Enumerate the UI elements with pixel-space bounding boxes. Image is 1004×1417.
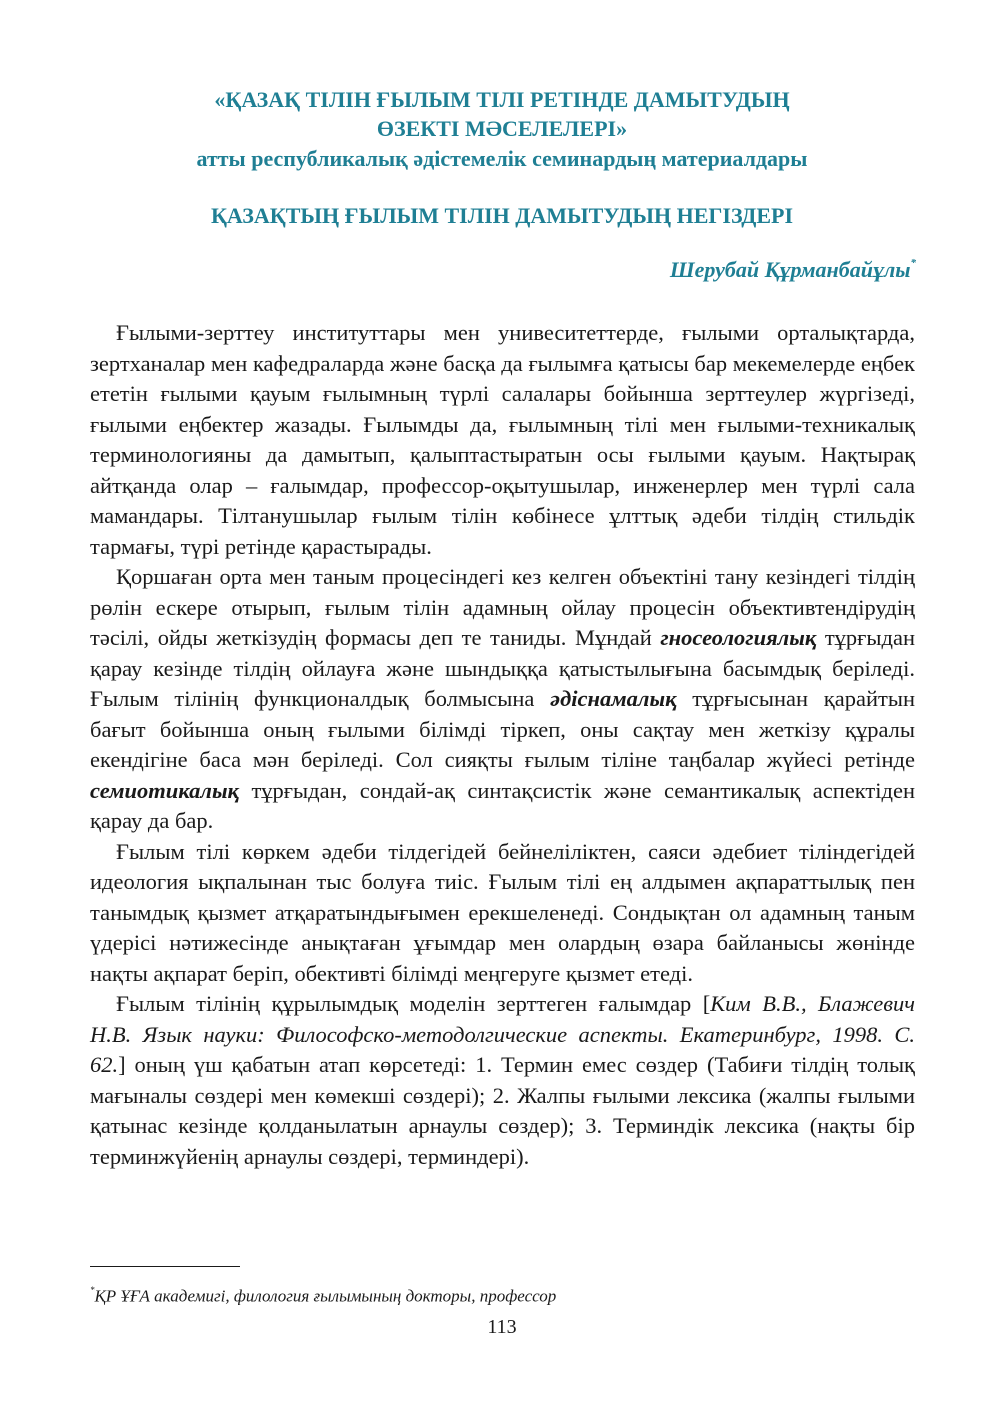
paragraph-2: [90, 562, 915, 837]
paragraph-4-text-b: ] оның үш қабатын атап көрсетеді: 1. Термин емес сөздер (Табиғи тілдің толық мағыналы сөздері мен көмекші сөздері); 2. Жалпы ғылыми лексика (жалпы ғылыми қатынас кезінде қолданылатын арнаулы сөздер); 3. Терминдік лексика (нақты бір терминжүйенің арнаулы сөздері, терминдері).: [90, 1052, 915, 1169]
term-gnoseological: гносеологиялық: [660, 625, 817, 650]
footnote-mark: *: [90, 1285, 95, 1295]
paragraph-1: Ғылыми-зерттеу институттары мен унивеситеттерде, ғылыми орталықтарда, зертханалар мен кафедраларда және басқа да ғылымға қатысы бар мекемелерде еңбек ететін ғылыми қауым ғылымның түрлі салалары бойынша зерттеулер жүргізеді, ғылыми еңбектер жазады. Ғылымды да, ғылымның тілі мен ғылыми-техникалық терминологияны да дамытып, қалыптастыратын осы ғылыми қауым. Нақтырақ айтқанда олар – ғалымдар, профессор-оқытушылар, инженерлер мен түрлі сала мамандары. Тілтанушылар ғылым тілін көбінесе ұлттық әдеби тілдің стильдік тармағы, түрі ретінде қарастырады.: [90, 320, 915, 559]
seminar-title-line-2: ӨЗЕКТІ МӘСЕЛЕЛЕРІ»: [376, 116, 628, 141]
article-title: ҚАЗАҚТЫҢ ҒЫЛЫМ ТІЛІН ДАМЫТУДЫҢ НЕГІЗДЕРІ: [210, 203, 794, 228]
author-footnote-mark: *: [910, 256, 916, 269]
author-line: [670, 257, 916, 283]
paragraph-2-text-d: тұрғыдан, сондай-ақ синтақсистік және семантикалық аспектіден қарау да бар.: [90, 777, 915, 833]
page-number: 113: [487, 1316, 517, 1338]
term-methodological: әдіснамалық: [550, 686, 677, 711]
article-body: [90, 318, 915, 1172]
paragraph-3: Ғылым тілі көркем әдеби тілдегідей бейнеліліктен, саяси әдебиет тіліндегідей идеология ықпалынан тыс болуға тиіс. Ғылым тілі ең алдымен ақпараттылық пен танымдық қызмет атқаратындығымен ерекшеленеді. Сондықтан ол адамның таным үдерісі нәтижесінде анықтаған ұғымдар мен олардың өзара байланысы жөнінде нақты ақпарат беріп, обективті білімді меңгеруге қызмет етеді.: [90, 838, 915, 986]
author-name: Шерубай Құрманбайұлы: [669, 257, 911, 282]
footnote-text: ҚР ҰҒА академигі, филология ғылымының докторы, профессор: [94, 1286, 557, 1306]
seminar-subtitle: атты республикалық әдістемелік семинардың материалдары: [196, 146, 808, 171]
footnote: [90, 1280, 556, 1309]
term-semiotic: семиотикалық: [90, 777, 239, 803]
footnote-divider: [90, 1266, 240, 1267]
seminar-title-line-1: «ҚАЗАҚ ТІЛІН ҒЫЛЫМ ТІЛІ РЕТІНДЕ ДАМЫТУДЫҢ: [214, 87, 790, 112]
paragraph-4-text-a: Ғылым тілінің құрылымдық моделін зерттеген ғалымдар [: [116, 991, 711, 1016]
paragraph-4: [90, 989, 915, 1172]
paragraph-2-text-c: тұрғысынан қарайтын бағыт бойынша оның ғылыми білімді тіркеп, оны сақтау мен жеткізу құралы екендігіне баса мән беріледі. Сол сияқты ғылым тіліне таңбалар жүйесі ретінде: [90, 686, 915, 772]
citation-reference: Ким В.В., Блажевич Н.В. Язык науки: Философско-методолгические аспекты. Екатеринбург, 1998. С. 62.: [90, 991, 915, 1077]
paragraph-2-text-a: Қоршаған орта мен таным процесіндегі кез келген объектіні тану кезіндегі тілдің рөлін ескере отырып, ғылым тілін адамның ойлау процесін объективтендірудің тәсілі, ойды жеткізудің формасы деп те таниды. Мұндай: [90, 564, 915, 650]
paragraph-2-text-b: тұрғыдан қарау кезінде тілдің ойлауға және шындыққа қатыстылығына басымдық беріледі. Ғылым тілінің функционалдық болмысына: [90, 625, 915, 711]
